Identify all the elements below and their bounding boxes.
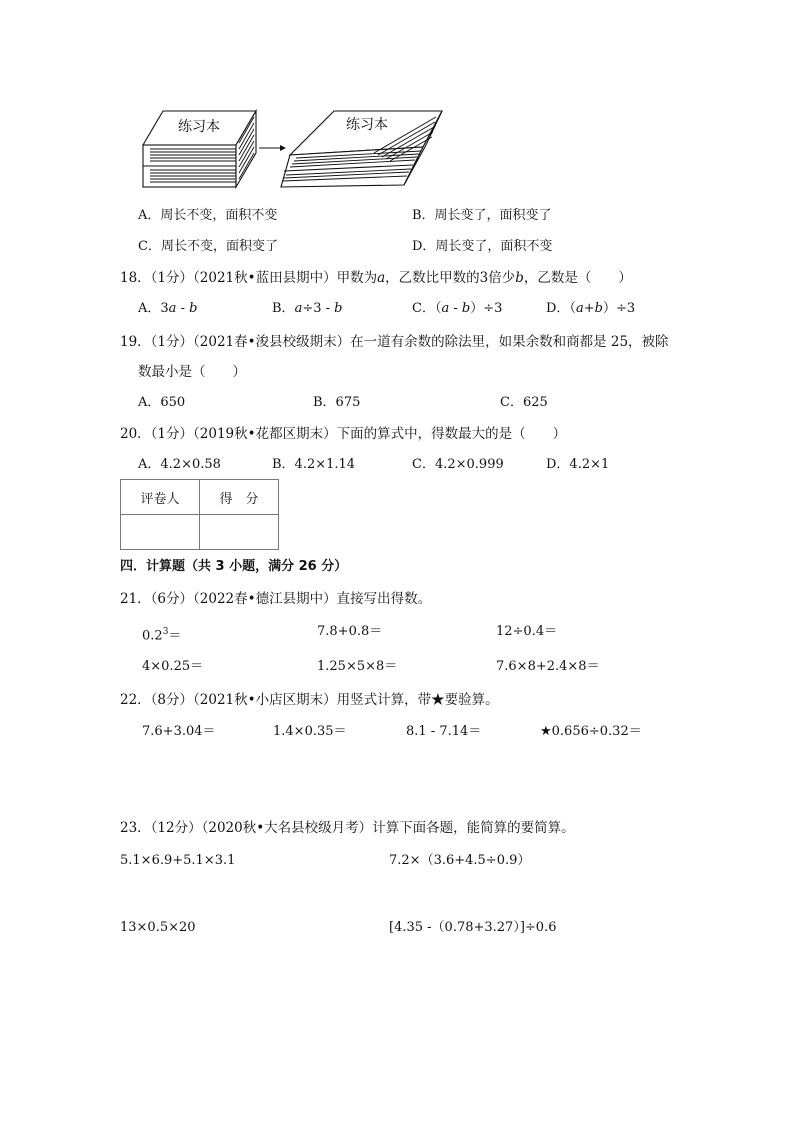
q18-option-d[interactable]: [546, 299, 635, 319]
right-book-label: 练习本: [346, 117, 388, 133]
q18-stem-mid: ，乙数比甲数的3倍少: [385, 270, 516, 286]
q19-stem-line2: 数最小是（ ）: [138, 364, 246, 380]
q21-item-1-tail: ＝: [168, 628, 182, 644]
q22-item-3: 8.1 - 7.14＝: [406, 724, 482, 739]
arrow-icon: [259, 145, 286, 151]
q23-item-1: 5.1×6.9+5.1×3.1: [120, 853, 236, 868]
q18-c-pre: C．（: [412, 301, 442, 316]
q21-stem: 21．（6分）（2022春•德江县期中）直接写出得数。: [120, 591, 432, 607]
q18-b-var: a: [294, 301, 303, 316]
q18-stem: [120, 268, 632, 288]
q18-c-tail: ）÷3: [470, 301, 503, 316]
q23-stem: 23．（12分）（2020秋•大名县校级月考）计算下面各题，能简算的要简算。: [120, 820, 575, 836]
q21-item-4: 4×0.25＝: [142, 659, 204, 674]
q18-b-var2: b: [334, 301, 343, 316]
q22-item-2: 1.4×0.35＝: [273, 724, 347, 739]
section-4-title: 四．计算题（共 3 小题，满分 26 分）: [120, 559, 348, 574]
q18-a-pre: A．3: [138, 301, 169, 316]
score-table-header-reviewer: 评卷人: [121, 480, 200, 515]
q19-option-c[interactable]: C．625: [500, 395, 548, 410]
q22-stem: 22．（8分）（2021秋•小店区期末）用竖式计算，带★要验算。: [120, 692, 499, 708]
q18-c-var2: b: [461, 301, 471, 316]
q18-d-var1: a: [575, 301, 584, 316]
q18-b-tail: ÷3 -: [302, 301, 335, 316]
q20-option-c[interactable]: C．4.2×0.999: [412, 457, 504, 472]
q21-item-1-exponent: 3: [162, 627, 169, 637]
q18-a-var1: a: [168, 301, 177, 316]
book-figure-svg: [138, 105, 448, 190]
q22-item-1: 7.6+3.04＝: [142, 724, 216, 739]
q21-item-6: 7.6×8+2.4×8＝: [496, 659, 600, 674]
q18-stem-lead: 18．（1分）（2021秋•蓝田县期中）甲数为: [120, 270, 378, 286]
q18-option-b[interactable]: [272, 299, 342, 319]
q18-c-var1: a: [441, 301, 450, 316]
q18-var-a: a: [377, 270, 386, 286]
q23-item-3: 13×0.5×20: [120, 920, 196, 935]
q17-option-c[interactable]: C．周长不变，面积变了: [138, 239, 278, 254]
score-table: [120, 479, 279, 550]
q18-option-c[interactable]: [412, 299, 502, 319]
left-book-label: 练习本: [178, 119, 220, 135]
q20-option-b[interactable]: B．4.2×1.14: [272, 457, 356, 472]
q18-c-mid: -: [449, 301, 462, 316]
q19-option-a[interactable]: A．650: [138, 395, 186, 410]
q20-option-d[interactable]: D．4.2×1: [546, 457, 610, 472]
q18-d-mid: +: [583, 301, 595, 316]
q19-stem-line1: 19．（1分）（2021春•浚县校级期末）在一道有余数的除法里，如果余数和商都是 25，被除: [120, 334, 669, 350]
score-table-reviewer-cell[interactable]: [121, 515, 200, 550]
q18-var-b: b: [515, 270, 524, 286]
q21-item-3: 12÷0.4＝: [496, 624, 558, 639]
q19-option-b[interactable]: B．675: [313, 395, 361, 410]
q23-item-2: 7.2×（3.6+4.5÷0.9）: [389, 853, 531, 868]
q17-option-d[interactable]: D．周长变了，面积不变: [412, 239, 553, 254]
q20-option-a[interactable]: A．4.2×0.58: [138, 457, 221, 472]
q18-b-pre: B．: [272, 301, 295, 316]
q21-item-2: 7.8+0.8＝: [317, 624, 383, 639]
q21-item-1: [142, 622, 181, 646]
q18-d-pre: D．（: [546, 301, 576, 316]
book-transform-figure: [138, 105, 448, 194]
q18-d-tail: ）÷3: [602, 301, 636, 316]
q17-option-a[interactable]: A．周长不变，面积不变: [138, 208, 278, 223]
score-table-header-score: 得 分: [200, 480, 279, 515]
q21-item-5: 1.25×5×8＝: [317, 659, 398, 674]
q23-item-4: [4.35 -（0.78+3.27）]÷0.6: [389, 920, 557, 935]
q18-d-var2: b: [594, 301, 603, 316]
score-table-score-cell[interactable]: [200, 515, 279, 550]
q18-option-a[interactable]: [138, 299, 197, 319]
q18-stem-tail: ，乙数是（ ）: [523, 270, 632, 286]
q17-option-b[interactable]: B．周长变了，面积变了: [412, 208, 552, 223]
q22-item-4: ★0.656÷0.32＝: [540, 724, 642, 739]
q21-item-1-base: 0.2: [142, 628, 163, 644]
q18-a-var2: b: [189, 301, 198, 316]
q18-a-mid: -: [176, 301, 190, 316]
q20-stem: 20．（1分）（2019秋•花都区期末）下面的算式中，得数最大的是（ ）: [120, 426, 567, 442]
